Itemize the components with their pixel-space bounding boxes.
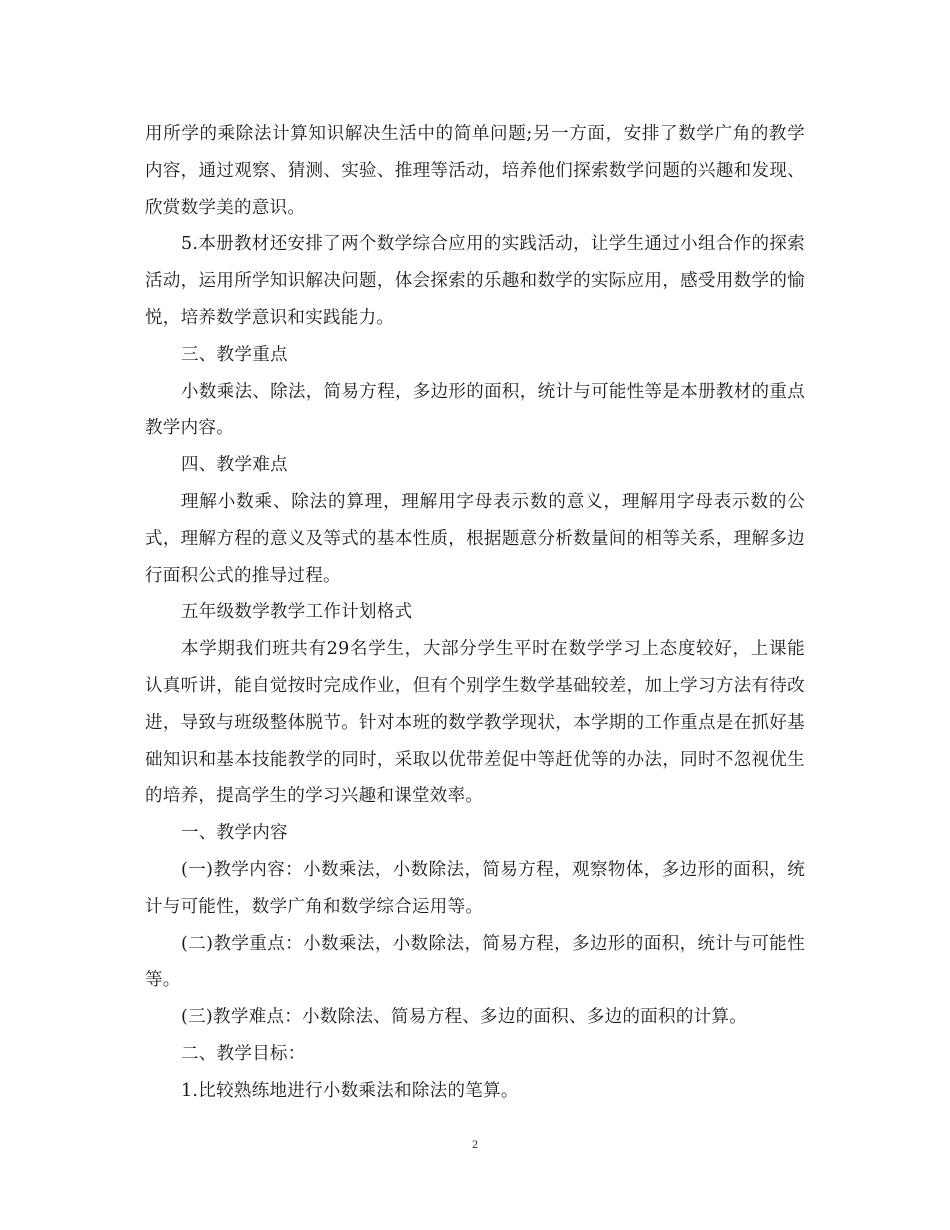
paragraph-content-1: (一)教学内容：小数乘法，小数除法，简易方程，观察物体，多边形的面积，统计与可能性，数学广角和数学综合运用等。: [145, 859, 805, 917]
paragraph-content-2: (二)教学重点：小数乘法，小数除法，简易方程，多边形的面积，统计与可能性等。: [145, 933, 805, 991]
heading-teaching-focus: 三、教学重点: [181, 344, 288, 365]
heading-teaching-goals: 二、教学目标：: [181, 1043, 306, 1064]
heading-teaching-content: 一、教学内容: [181, 823, 288, 844]
paragraph-goal-1: 1.比较熟练地进行小数乘法和除法的笔算。: [181, 1080, 519, 1101]
paragraph-continuation: 用所学的乘除法计算知识解决生活中的简单问题;另一方面，安排了数学广角的教学内容，通过观察、猜测、实验、推理等活动，培养他们探索数学问题的兴趣和发现、欣赏数学美的意识。: [145, 124, 805, 218]
paragraph-class-overview: 本学期我们班共有29名学生，大部分学生平时在数学学习上态度较好，上课能认真听讲，能自觉按时完成作业，但有个别学生数学基础较差，加上学习方法有待改进，导致与班级整体脱节。针对本班的数学教学现状，本学期的工作重点是在抓好基础知识和基本技能教学的同时，采取以优带差促中等赶优等的办法，同时不忽视优生的培养，提高学生的学习兴趣和课堂效率。: [145, 639, 805, 807]
paragraph-item-5: 5.本册教材还安排了两个数学综合应用的实践活动，让学生通过小组合作的探索活动，运用所学知识解决问题，体会探索的乐趣和数学的实际应用，感受用数学的愉悦，培养数学意识和实践能力。: [145, 234, 805, 328]
page-number: 2: [472, 1137, 478, 1151]
paragraph-teaching-focus: 小数乘法、除法，简易方程，多边形的面积，统计与可能性等是本册教材的重点教学内容。: [145, 381, 805, 439]
paragraph-teaching-difficulties: 理解小数乘、除法的算理，理解用字母表示数的意义，理解用字母表示数的公式，理解方程的意义及等式的基本性质，根据题意分析数量间的相等关系，理解多边行面积公式的推导过程。: [145, 491, 805, 586]
heading-teaching-difficulties: 四、教学难点: [181, 455, 288, 476]
heading-work-plan-format: 五年级数学教学工作计划格式: [181, 602, 413, 623]
paragraph-content-3: (三)教学难点：小数除法、简易方程、多边的面积、多边的面积的计算。: [181, 1007, 748, 1028]
document-body: [145, 116, 805, 1110]
